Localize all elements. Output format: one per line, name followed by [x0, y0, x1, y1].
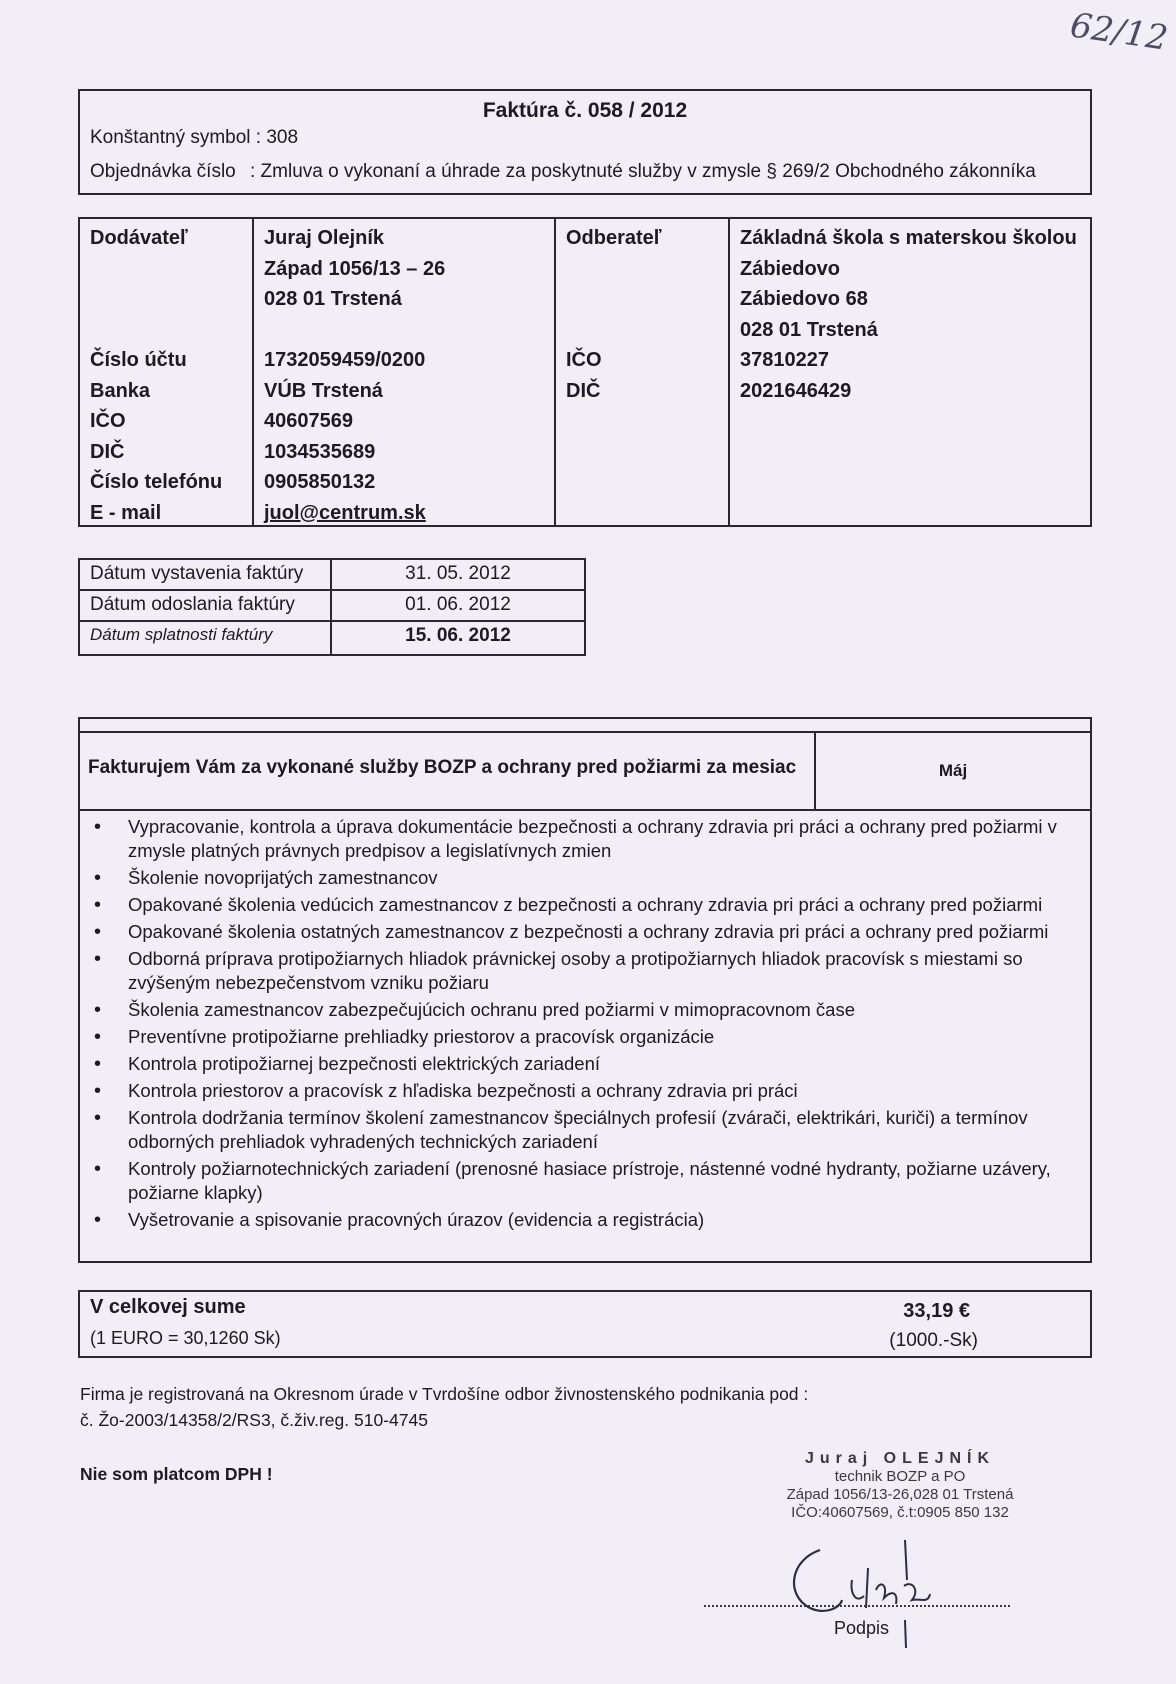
list-item: • Opakované školenia ostatných zamestnancov z bezpečnosti a ochrany zdravia pri práci a ochrany pred požiarmi	[92, 920, 1082, 944]
supplier-street: Západ 1056/13 – 26	[264, 257, 446, 280]
constant-symbol: Konštantný symbol : 308	[90, 127, 299, 148]
list-item: • Kontrola priestorov a pracovísk z hľadiska bezpečnosti a ochrany zdravia pri práci	[92, 1079, 1082, 1103]
invoice-title: Faktúra č. 058 / 2012	[482, 99, 688, 122]
customer-ico: 37810227	[740, 349, 829, 371]
customer-dic-label: DIČ	[566, 379, 601, 402]
total-box	[78, 1290, 1092, 1358]
supplier-email-link[interactable]: juol@centrum.sk	[264, 501, 426, 524]
total-label: V celkovej sume	[90, 1296, 246, 1318]
list-item: • Vyšetrovanie a spisovanie pracovných úrazov (evidencia a registrácia)	[92, 1208, 1082, 1232]
date-label: Dátum splatnosti faktúry	[90, 625, 273, 644]
supplier-bank-label: Banka	[90, 379, 151, 402]
supplier-phone: 0905850132	[264, 471, 376, 493]
order-label: Objednávka číslo	[90, 161, 236, 182]
stamp-ids: IČO:40607569, č.t:0905 850 132	[791, 1504, 1009, 1521]
list-item: • Kontrola dodržania termínov školení zamestnancov špeciálnych profesií (zvárači, elektrikári, kuriči) a termínov odborných prehliadok vyhradených technických zariadení	[92, 1106, 1082, 1154]
stamp-role: technik BOZP a PO	[834, 1468, 966, 1485]
date-row	[80, 560, 584, 591]
exchange-rate: (1 EURO = 30,1260 Sk)	[90, 1328, 281, 1348]
date-value: 31. 05. 2012	[405, 563, 511, 584]
supplier-email-label: E - mail	[90, 501, 162, 524]
date-label: Dátum vystavenia faktúry	[90, 563, 304, 584]
handwritten-note: 62/12	[1067, 5, 1171, 59]
signature-label: Podpis	[834, 1618, 890, 1638]
customer-labels	[566, 223, 662, 406]
services-header	[80, 731, 1090, 811]
order-value: : Zmluva o vykonaní a úhrade za poskytnuté služby v zmysle § 269/2 Obchodného zákonníka	[250, 161, 1036, 182]
date-value: 01. 06. 2012	[405, 594, 511, 615]
supplier-phone-label: Číslo telefónu	[90, 471, 223, 493]
supplier-city: 028 01 Trstená	[264, 288, 402, 310]
supplier-values	[264, 223, 445, 528]
customer-dic: 2021646429	[740, 379, 852, 402]
supplier-ico-label: IČO	[90, 410, 126, 432]
list-item: • Školenia zamestnancov zabezpečujúcich ochranu pred požiarmi v mimopracovnom čase	[92, 998, 1082, 1022]
services-box	[78, 717, 1092, 1263]
services-list	[92, 815, 1082, 1235]
signature-image	[780, 1520, 1000, 1650]
services-title: Fakturujem Vám za vykonané služby BOZP a ochrany pred požiarmi za mesiac	[88, 757, 797, 778]
customer-street: Zábiedovo 68	[740, 288, 868, 310]
total-amount-eur: 33,19 €	[903, 1300, 970, 1322]
services-month: Máj	[938, 761, 968, 780]
signature-line	[704, 1605, 1010, 1607]
list-item: • Preventívne protipožiarne prehliadky priestorov a pracovísk organizácie	[92, 1025, 1082, 1049]
customer-values	[740, 223, 1077, 406]
supplier-heading: Dodávateľ	[90, 227, 188, 249]
supplier-dic: 1034535689	[264, 440, 376, 463]
list-item: • Odborná príprava protipožiarnych hliadok právnickej osoby a protipožiarnych hliadok pracovísk s miestami so zvýšeným nebezpečenstvom vzniku požiaru	[92, 947, 1082, 995]
list-item: • Opakované školenia vedúcich zamestnancov z bezpečnosti a ochrany zdravia pri práci a ochrany pred požiarmi	[92, 893, 1082, 917]
stamp-name: Juraj OLEJNÍK	[804, 1450, 996, 1467]
total-amount-sk: (1000.-Sk)	[889, 1330, 978, 1351]
vat-note: Nie som platcom DPH !	[80, 1464, 273, 1484]
supplier-name: Juraj Olejník	[264, 227, 385, 249]
registration-line-1: Firma je registrovaná na Okresnom úrade v Tvrdošíne odbor živnostenského podnikania pod :	[80, 1384, 809, 1404]
dates-table	[78, 558, 586, 656]
list-item: • Kontroly požiarnotechnických zariadení (prenosné hasiace prístroje, nástenné vodné hydranty, požiarne uzávery, požiarne klapky)	[92, 1157, 1082, 1205]
customer-name: Základná škola s materskou školou	[740, 227, 1077, 249]
parties-table	[78, 217, 1092, 527]
customer-place: Zábiedovo	[740, 257, 841, 280]
supplier-labels	[90, 223, 222, 528]
date-label: Dátum odoslania faktúry	[90, 594, 295, 615]
customer-ico-label: IČO	[566, 349, 602, 371]
supplier-account: 1732059459/0200	[264, 349, 426, 371]
customer-city: 028 01 Trstená	[740, 318, 878, 341]
supplier-ico: 40607569	[264, 410, 353, 432]
invoice-header	[78, 89, 1092, 195]
supplier-account-label: Číslo účtu	[90, 349, 187, 371]
date-row	[80, 591, 584, 622]
list-item: • Školenie novoprijatých zamestnancov	[92, 866, 1082, 890]
date-value: 15. 06. 2012	[405, 625, 511, 646]
supplier-bank: VÚB Trstená	[264, 379, 383, 402]
list-item: • Vypracovanie, kontrola a úprava dokumentácie bezpečnosti a ochrany zdravia pri práci a ochrany pred požiarmi v zmysle platných právnych predpisov a legislatívnych zmien	[92, 815, 1082, 863]
company-stamp	[770, 1450, 1030, 1522]
registration-line-2: č. Žo-2003/14358/2/RS3, č.živ.reg. 510-4745	[80, 1410, 428, 1430]
customer-heading: Odberateľ	[566, 227, 662, 249]
date-row	[80, 622, 584, 653]
stamp-address: Západ 1056/13-26,028 01 Trstená	[786, 1486, 1014, 1503]
supplier-dic-label: DIČ	[90, 440, 125, 463]
list-item: • Kontrola protipožiarnej bezpečnosti elektrických zariadení	[92, 1052, 1082, 1076]
